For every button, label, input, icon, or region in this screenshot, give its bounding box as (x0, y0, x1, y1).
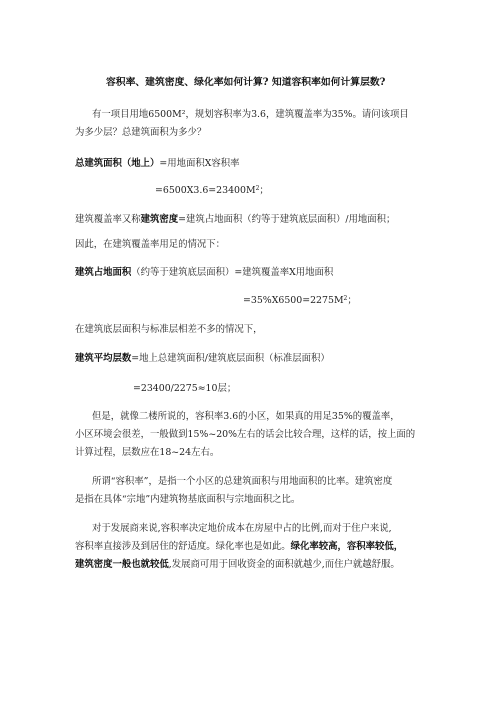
calc-total-area-value: =6500X3.6=23400M (155, 185, 256, 196)
coverage-rest: =建筑占地面积（约等于建筑底层面积）/用地面积； (178, 214, 396, 225)
formula-floors-rest: =地上总建筑面积/建筑底层面积（标准层面积） (131, 353, 330, 364)
term-building-density: 建筑密度 (140, 214, 179, 225)
term-footprint: 建筑占地面积 (75, 267, 132, 278)
para1-line-1: 但是，就像二楼所说的，容积率3.6的小区，如果真的用足35%的覆盖率， (92, 411, 400, 422)
calc-footprint (243, 294, 357, 307)
calc-footprint-value: =35%X6500=2275M (243, 295, 344, 306)
formula-total-area (75, 157, 240, 170)
term-average-floors: 建筑平均层数 (75, 353, 132, 364)
calc-total-area-suffix: ； (259, 185, 269, 196)
coverage-definition (75, 213, 395, 226)
note-line: 在建筑底层面积与标准层相差不多的情况下， (75, 324, 263, 335)
para1-line-3: 计算过程，层数应在18~24左右。 (75, 447, 220, 458)
question-line-2: 为多少层？总建筑面积为多少？ (75, 127, 207, 138)
formula-total-area-rest: =用地面积X容积率 (159, 158, 240, 169)
para2-line-1: 所谓“容积率”，是指一个小区的总建筑面积与用地面积的比率。建筑密度 (92, 476, 393, 487)
para1-line-2: 小区环境会很差，一般做到15%~20%左右的话会比较合理，这样的话，按上面的 (75, 429, 416, 440)
para3-line-1: 对于发展商来说,容积率决定地价成本在房屋中占的比例,而对于住户来说, (92, 523, 392, 534)
document-title: 容积率、建筑密度、绿化率如何计算? 知道容积率如何计算层数? (106, 77, 386, 88)
para3-line-3-bold: 建筑密度一般也就较低 (75, 559, 169, 570)
calc-total-area (155, 184, 269, 197)
para3-line-2 (75, 540, 403, 553)
coverage-prefix: 建筑覆盖率又称 (75, 214, 141, 225)
question-line-1: 有一项目用地6500M²，规划容积率为3.6，建筑覆盖率为35%。请问该项目 (92, 109, 409, 120)
para3-line-3 (75, 558, 400, 571)
coverage-line-2: 因此，在建筑覆盖率用足的情况下： (75, 239, 226, 250)
calc-total-area-sup: 2 (255, 185, 260, 192)
calc-floors: =23400/2275≈10层； (133, 383, 237, 394)
para3-line-2-bold: 绿化率较高，容积率较低， (290, 541, 404, 552)
para2-line-2: 是指在具体“宗地”内建筑物基底面积与宗地面积之比。 (75, 494, 301, 505)
formula-floors (75, 352, 330, 365)
formula-footprint-rest: （约等于建筑底层面积）=建筑覆盖率X用地面积 (131, 267, 334, 278)
para3-line-2-text: 容积率直接涉及到居住的舒适度。绿化率也是如此。 (75, 541, 291, 552)
formula-footprint (75, 266, 333, 279)
calc-footprint-suffix: ； (347, 295, 357, 306)
calc-footprint-sup: 2 (343, 295, 348, 302)
para3-line-3-text: ,发展商可用于回收资金的面积就越少,而住户就越舒服。 (168, 559, 400, 570)
term-total-area: 总建筑面积（地上） (75, 158, 160, 169)
